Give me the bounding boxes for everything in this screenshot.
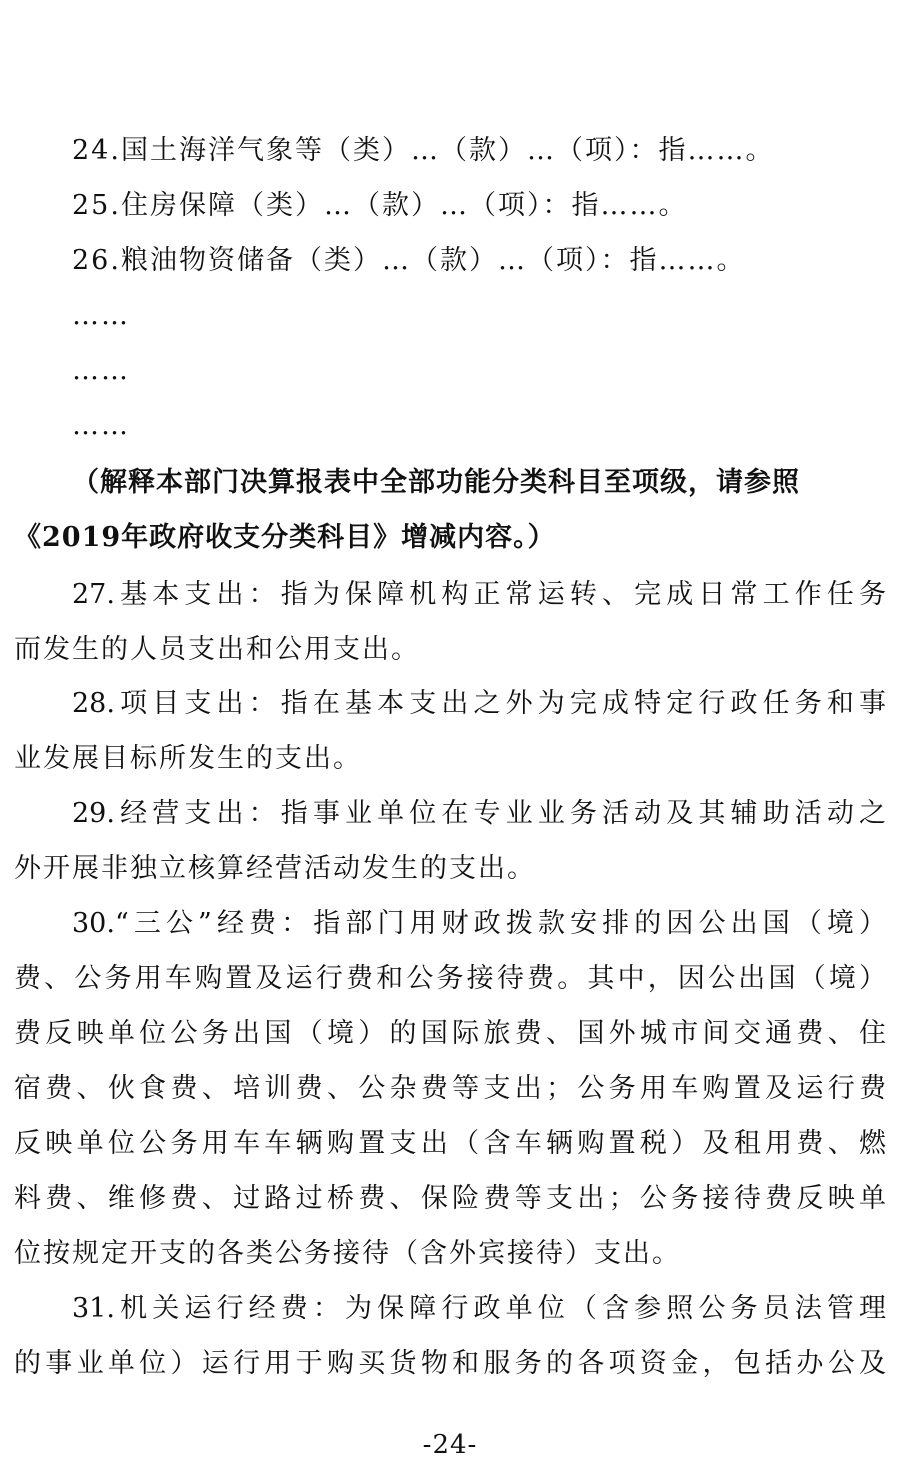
item-28-line-2: 业发展目标所发生的支出。: [14, 743, 362, 774]
item-30-line-5: 反映单位公务用车车辆购置支出（含车辆购置税）及租用费、燃: [14, 1128, 886, 1159]
item-27-line-2: 而发生的人员支出和公用支出。: [14, 634, 420, 665]
item-30-line-4: 宿费、伙食费、培训费、公杂费等支出；公务用车购置及运行费: [14, 1073, 886, 1104]
item-30-line-7: 位按规定开支的各类公务接待（含外宾接待）支出。: [14, 1238, 681, 1269]
ellipsis-line: ……: [72, 300, 130, 331]
item-31-line-2: 的事业单位）运行用于购买货物和服务的各项资金，包括办公及: [14, 1348, 886, 1379]
item-29-line-1: 29.经营支出：指事业单位在专业业务活动及其辅助活动之: [72, 798, 886, 829]
note-line-2: 《2019年政府收支分类科目》增减内容。）: [14, 522, 556, 553]
note-line-1: （解释本部门决算报表中全部功能分类科目至项级，请参照: [72, 467, 800, 498]
item-30-line-1: 30.“三公”经费：指部门用财政拨款安排的因公出国（境）: [72, 908, 886, 939]
item-26-line: 26.粮油物资储备（类）…（款）…（项）：指……。: [72, 245, 746, 276]
item-24-line: 24.国土海洋气象等（类）…（款）…（项）：指……。: [72, 135, 775, 166]
item-30-line-3: 费反映单位公务出国（境）的国际旅费、国外城市间交通费、住: [14, 1018, 886, 1049]
item-31-line-1: 31.机关运行经费：为保障行政单位（含参照公务员法管理: [72, 1293, 886, 1324]
item-30-line-2: 费、公务用车购置及运行费和公务接待费。其中，因公出国（境）: [14, 963, 886, 994]
item-27-line-1: 27.基本支出：指为保障机构正常运转、完成日常工作任务: [72, 579, 886, 610]
item-25-line: 25.住房保障（类）…（款）…（项）：指……。: [72, 190, 688, 221]
page-number: -24-: [422, 1430, 478, 1460]
item-28-line-1: 28.项目支出：指在基本支出之外为完成特定行政任务和事: [72, 688, 886, 719]
item-30-line-6: 料费、维修费、过路过桥费、保险费等支出；公务接待费反映单: [14, 1183, 886, 1214]
item-29-line-2: 外开展非独立核算经营活动发生的支出。: [14, 853, 536, 884]
ellipsis-line: ……: [72, 410, 130, 441]
ellipsis-line: ……: [72, 355, 130, 386]
